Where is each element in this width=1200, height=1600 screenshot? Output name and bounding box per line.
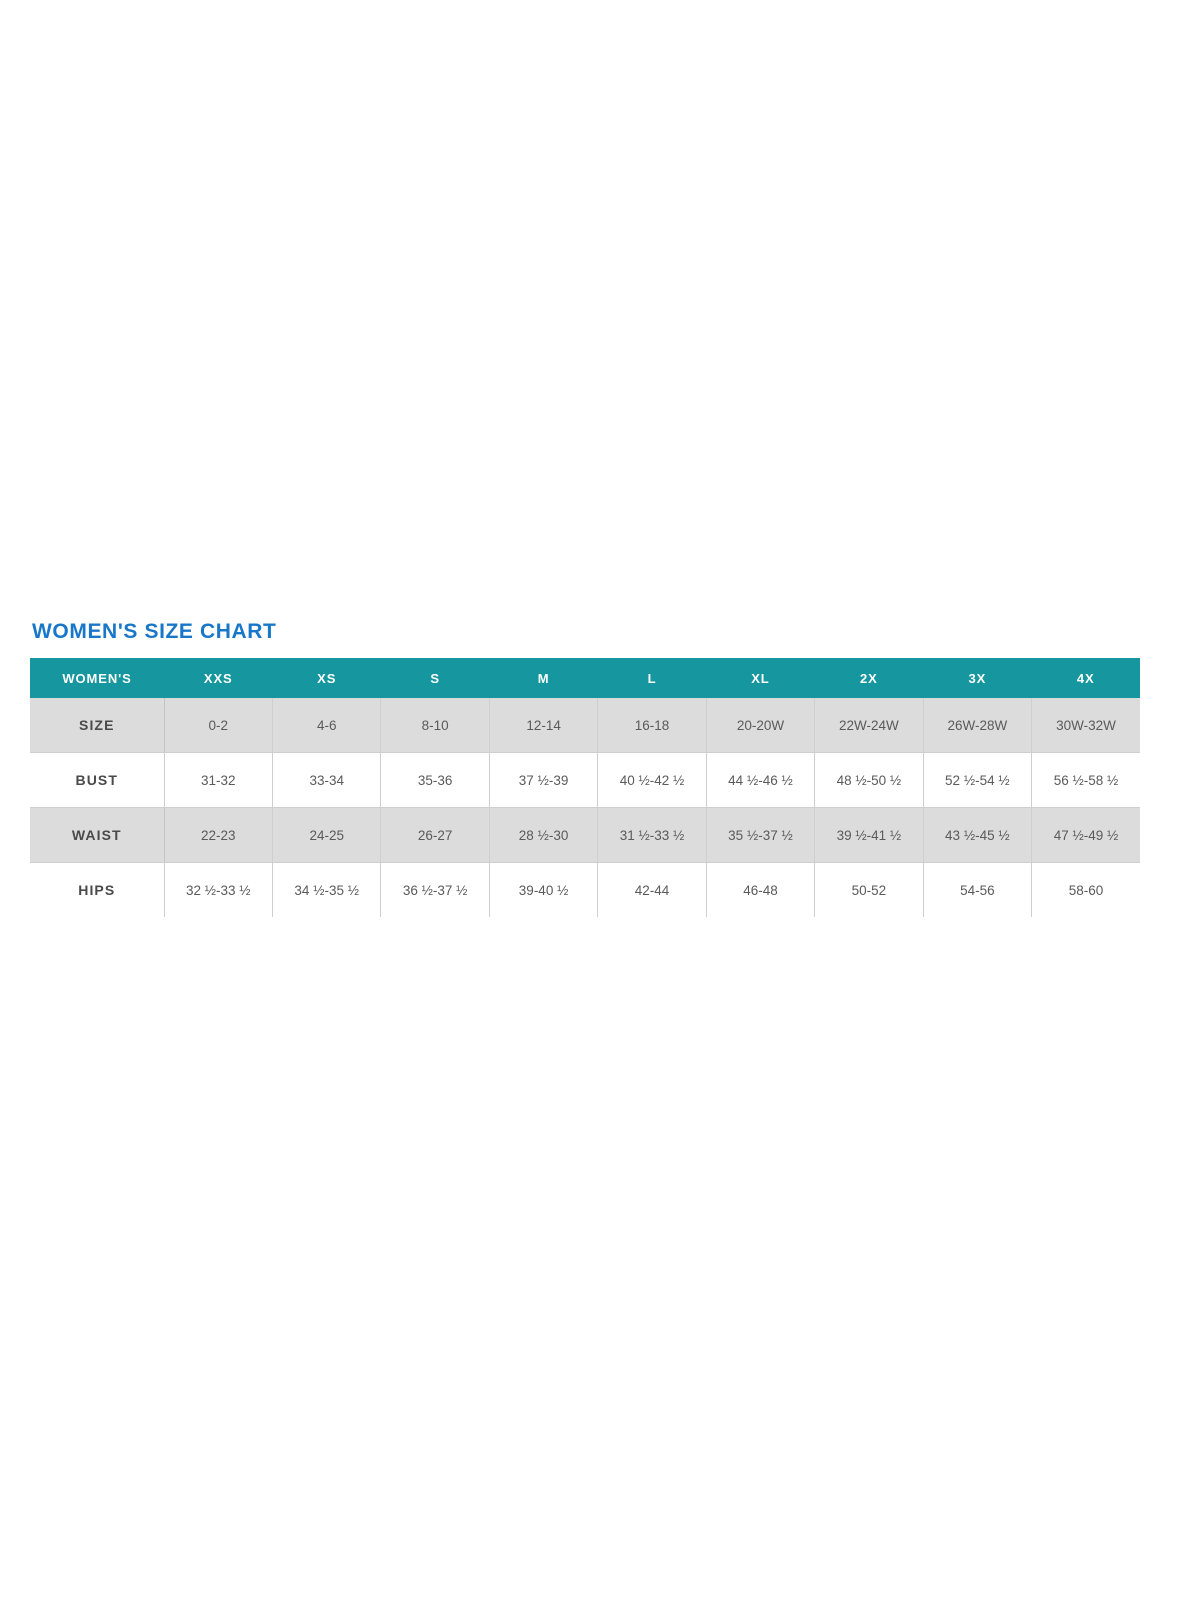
column-header-3x: 3X (923, 658, 1031, 698)
cell-size-2x: 22W-24W (815, 698, 923, 753)
cell-bust-xl: 44 ½-46 ½ (706, 753, 814, 808)
table-row (30, 808, 1140, 863)
cell-waist-2x: 39 ½-41 ½ (815, 808, 923, 863)
cell-size-l: 16-18 (598, 698, 706, 753)
column-header-4x: 4X (1032, 658, 1140, 698)
cell-hips-xl: 46-48 (706, 863, 814, 918)
column-header-xl: XL (706, 658, 814, 698)
column-header-xxs: XXS (164, 658, 272, 698)
womens-size-chart-table (30, 658, 1140, 917)
row-label-hips: HIPS (30, 863, 164, 918)
cell-waist-xl: 35 ½-37 ½ (706, 808, 814, 863)
column-header-womens: WOMEN'S (30, 658, 164, 698)
cell-size-m: 12-14 (489, 698, 597, 753)
column-header-s: S (381, 658, 489, 698)
cell-size-3x: 26W-28W (923, 698, 1031, 753)
row-label-waist: WAIST (30, 808, 164, 863)
cell-hips-xxs: 32 ½-33 ½ (164, 863, 272, 918)
cell-bust-xxs: 31-32 (164, 753, 272, 808)
table-header-row (30, 658, 1140, 698)
cell-hips-s: 36 ½-37 ½ (381, 863, 489, 918)
cell-bust-2x: 48 ½-50 ½ (815, 753, 923, 808)
table-row (30, 863, 1140, 918)
cell-hips-m: 39-40 ½ (489, 863, 597, 918)
cell-waist-xxs: 22-23 (164, 808, 272, 863)
cell-hips-xs: 34 ½-35 ½ (272, 863, 380, 918)
cell-waist-s: 26-27 (381, 808, 489, 863)
cell-waist-l: 31 ½-33 ½ (598, 808, 706, 863)
cell-bust-3x: 52 ½-54 ½ (923, 753, 1031, 808)
cell-hips-l: 42-44 (598, 863, 706, 918)
cell-bust-m: 37 ½-39 (489, 753, 597, 808)
cell-size-4x: 30W-32W (1032, 698, 1140, 753)
cell-bust-4x: 56 ½-58 ½ (1032, 753, 1140, 808)
page-title: WOMEN'S SIZE CHART (32, 620, 277, 643)
cell-hips-4x: 58-60 (1032, 863, 1140, 918)
cell-waist-4x: 47 ½-49 ½ (1032, 808, 1140, 863)
cell-hips-3x: 54-56 (923, 863, 1031, 918)
cell-hips-2x: 50-52 (815, 863, 923, 918)
row-label-bust: BUST (30, 753, 164, 808)
cell-size-xl: 20-20W (706, 698, 814, 753)
cell-waist-xs: 24-25 (272, 808, 380, 863)
cell-waist-3x: 43 ½-45 ½ (923, 808, 1031, 863)
cell-waist-m: 28 ½-30 (489, 808, 597, 863)
table-header (30, 658, 1140, 698)
cell-size-xs: 4-6 (272, 698, 380, 753)
column-header-l: L (598, 658, 706, 698)
column-header-2x: 2X (815, 658, 923, 698)
row-label-size: SIZE (30, 698, 164, 753)
column-header-xs: XS (272, 658, 380, 698)
cell-size-s: 8-10 (381, 698, 489, 753)
table-body (30, 698, 1140, 917)
size-chart-container (30, 620, 1140, 917)
cell-size-xxs: 0-2 (164, 698, 272, 753)
cell-bust-xs: 33-34 (272, 753, 380, 808)
table-row (30, 753, 1140, 808)
cell-bust-l: 40 ½-42 ½ (598, 753, 706, 808)
cell-bust-s: 35-36 (381, 753, 489, 808)
table-row (30, 698, 1140, 753)
column-header-m: M (489, 658, 597, 698)
